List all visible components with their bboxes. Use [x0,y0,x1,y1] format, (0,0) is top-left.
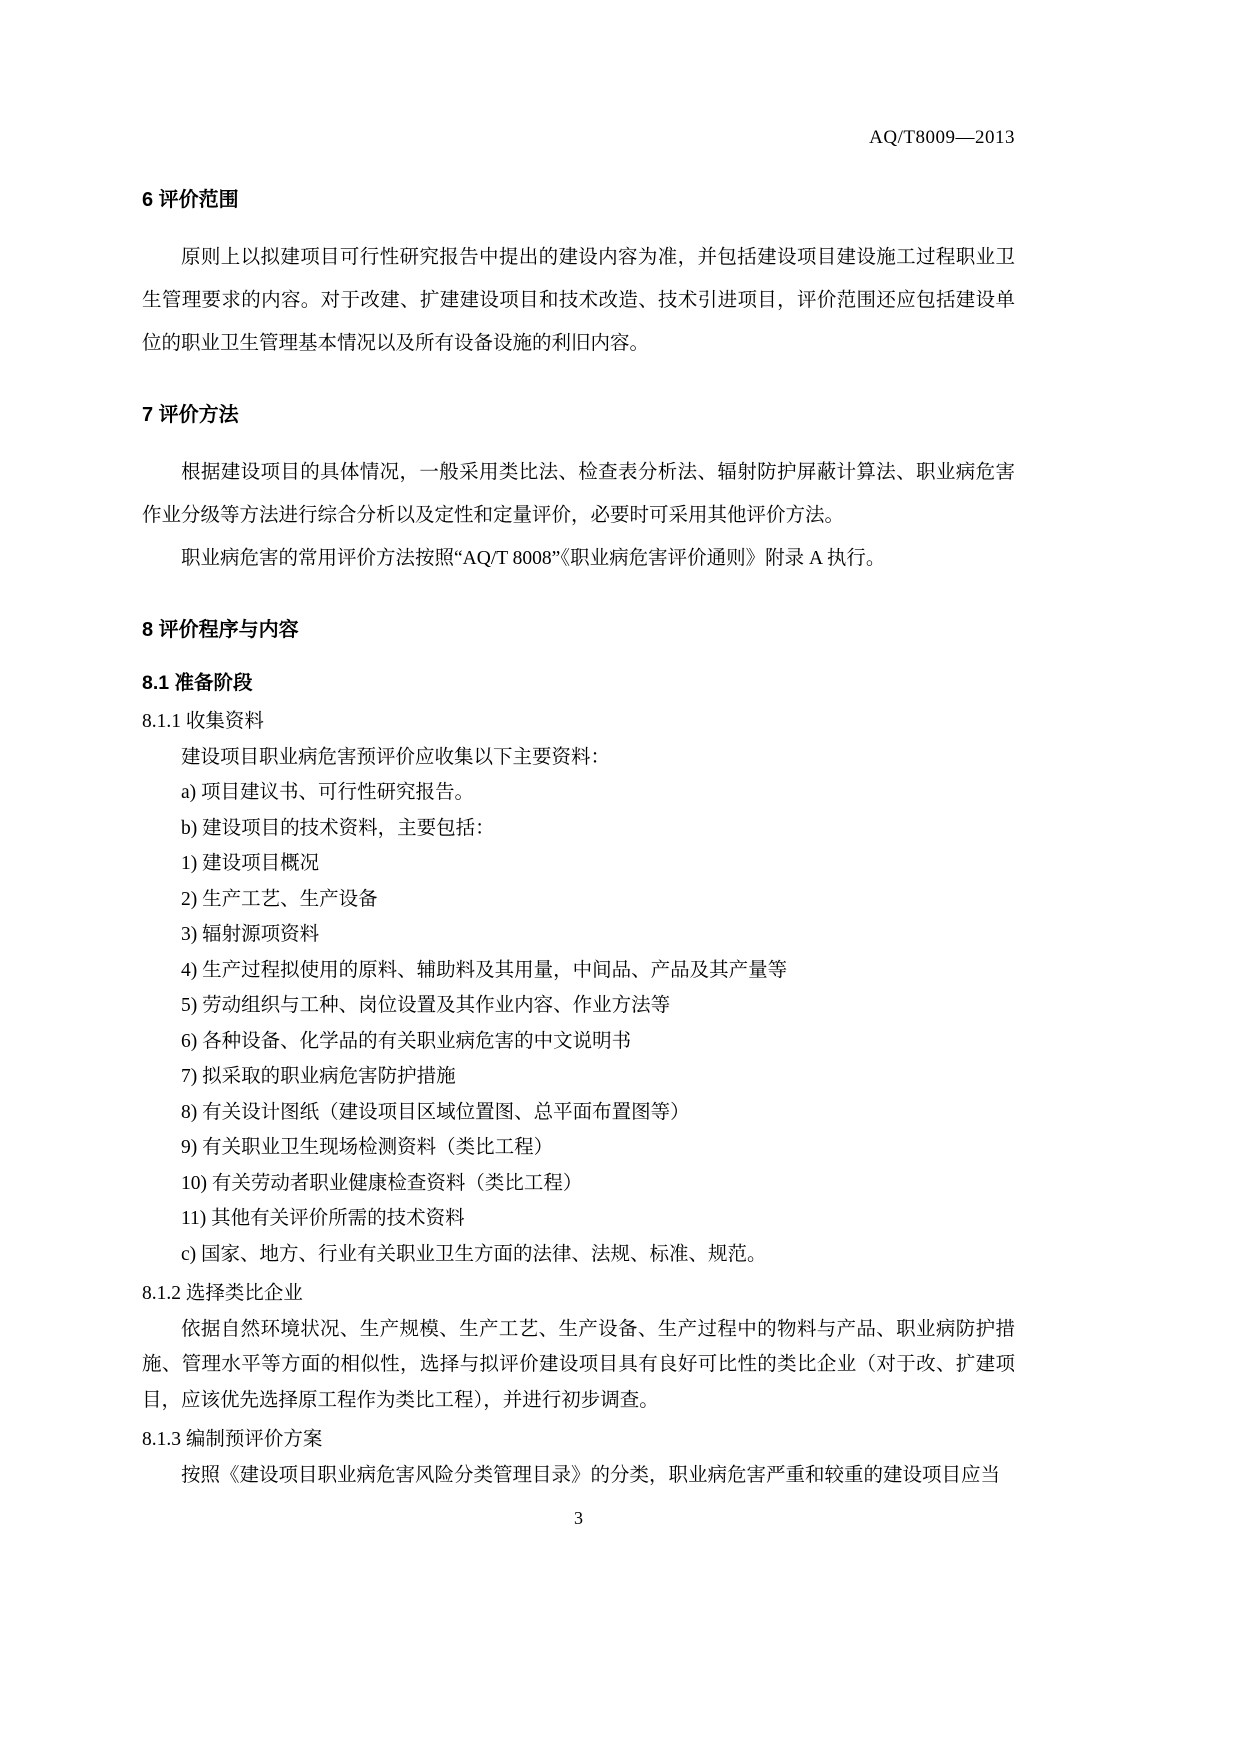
list-item-2: 2) 生产工艺、生产设备 [181,888,378,910]
list-item-5: 5) 劳动组织与工种、岗位设置及其作业内容、作业方法等 [181,995,671,1016]
list-item-10: 10) 有关劳动者职业健康检查资料（类比工程） [181,1172,583,1194]
section-7-heading: 7 评价方法 [142,404,239,426]
section-6-heading: 6 评价范围 [142,189,239,211]
clause-8-1-1-heading: 8.1.1 收集资料 [142,711,264,732]
list-item-4: 4) 生产过程拟使用的原料、辅助料及其用量，中间品、产品及其产量等 [181,959,788,981]
clause-8-1-1-intro: 建设项目职业病危害预评价应收集以下主要资料： [181,746,611,768]
list-item-9: 9) 有关职业卫生现场检测资料（类比工程） [181,1137,554,1158]
clause-8-1-3-heading: 8.1.3 编制预评价方案 [142,1429,323,1450]
clause-8-1-3-paragraph: 按照《建设项目职业病危害风险分类管理目录》的分类，职业病危害严重和较重的建设项目应当 [181,1464,1001,1486]
list-item-6: 6) 各种设备、化学品的有关职业病危害的中文说明书 [181,1030,632,1052]
list-item-c: c) 国家、地方、行业有关职业卫生方面的法律、法规、标准、规范。 [181,1243,767,1265]
section-7-paragraph-1: 根据建设项目的具体情况，一般采用类比法、检查表分析法、辐射防护屏蔽计算法、职业病危害作业分级等方法进行综合分析以及定性和定量评价，必要时可采用其他评价方法。 [142,462,1015,526]
page-number: 3 [574,1508,583,1528]
list-item-3: 3) 辐射源项资料 [181,924,320,945]
section-7-paragraph-2: 职业病危害的常用评价方法按照“AQ/T 8008”《职业病危害评价通则》附录 A 执行。 [181,548,886,569]
clause-8-1-2-paragraph: 依据自然环境状况、生产规模、生产工艺、生产设备、生产过程中的物料与产品、职业病防护措施、管理水平等方面的相似性，选择与拟评价建设项目具有良好可比性的类比企业（对于改、扩建项目，应该优先选择原工程作为类比工程），并进行初步调查。 [142,1318,1015,1411]
list-item-7: 7) 拟采取的职业病危害防护措施 [181,1066,456,1087]
section-8-heading: 8 评价程序与内容 [142,619,299,641]
list-item-1: 1) 建设项目概况 [181,853,320,874]
clause-8-1-2-heading: 8.1.2 选择类比企业 [142,1283,303,1304]
section-6-paragraph: 原则上以拟建项目可行性研究报告中提出的建设内容为准，并包括建设项目建设施工过程职业卫生管理要求的内容。对于改建、扩建建设项目和技术改造、技术引进项目，评价范围还应包括建设单位的职业卫生管理基本情况以及所有设备设施的利旧内容。 [142,247,1015,354]
list-item-11: 11) 其他有关评价所需的技术资料 [181,1208,465,1229]
list-item-8: 8) 有关设计图纸（建设项目区域位置图、总平面布置图等） [181,1101,690,1123]
list-item-a: a) 项目建议书、可行性研究报告。 [181,782,475,803]
section-8-1-heading: 8.1 准备阶段 [142,672,253,694]
doc-number: AQ/T8009—2013 [869,127,1015,148]
list-item-b: b) 建设项目的技术资料，主要包括： [181,817,495,839]
